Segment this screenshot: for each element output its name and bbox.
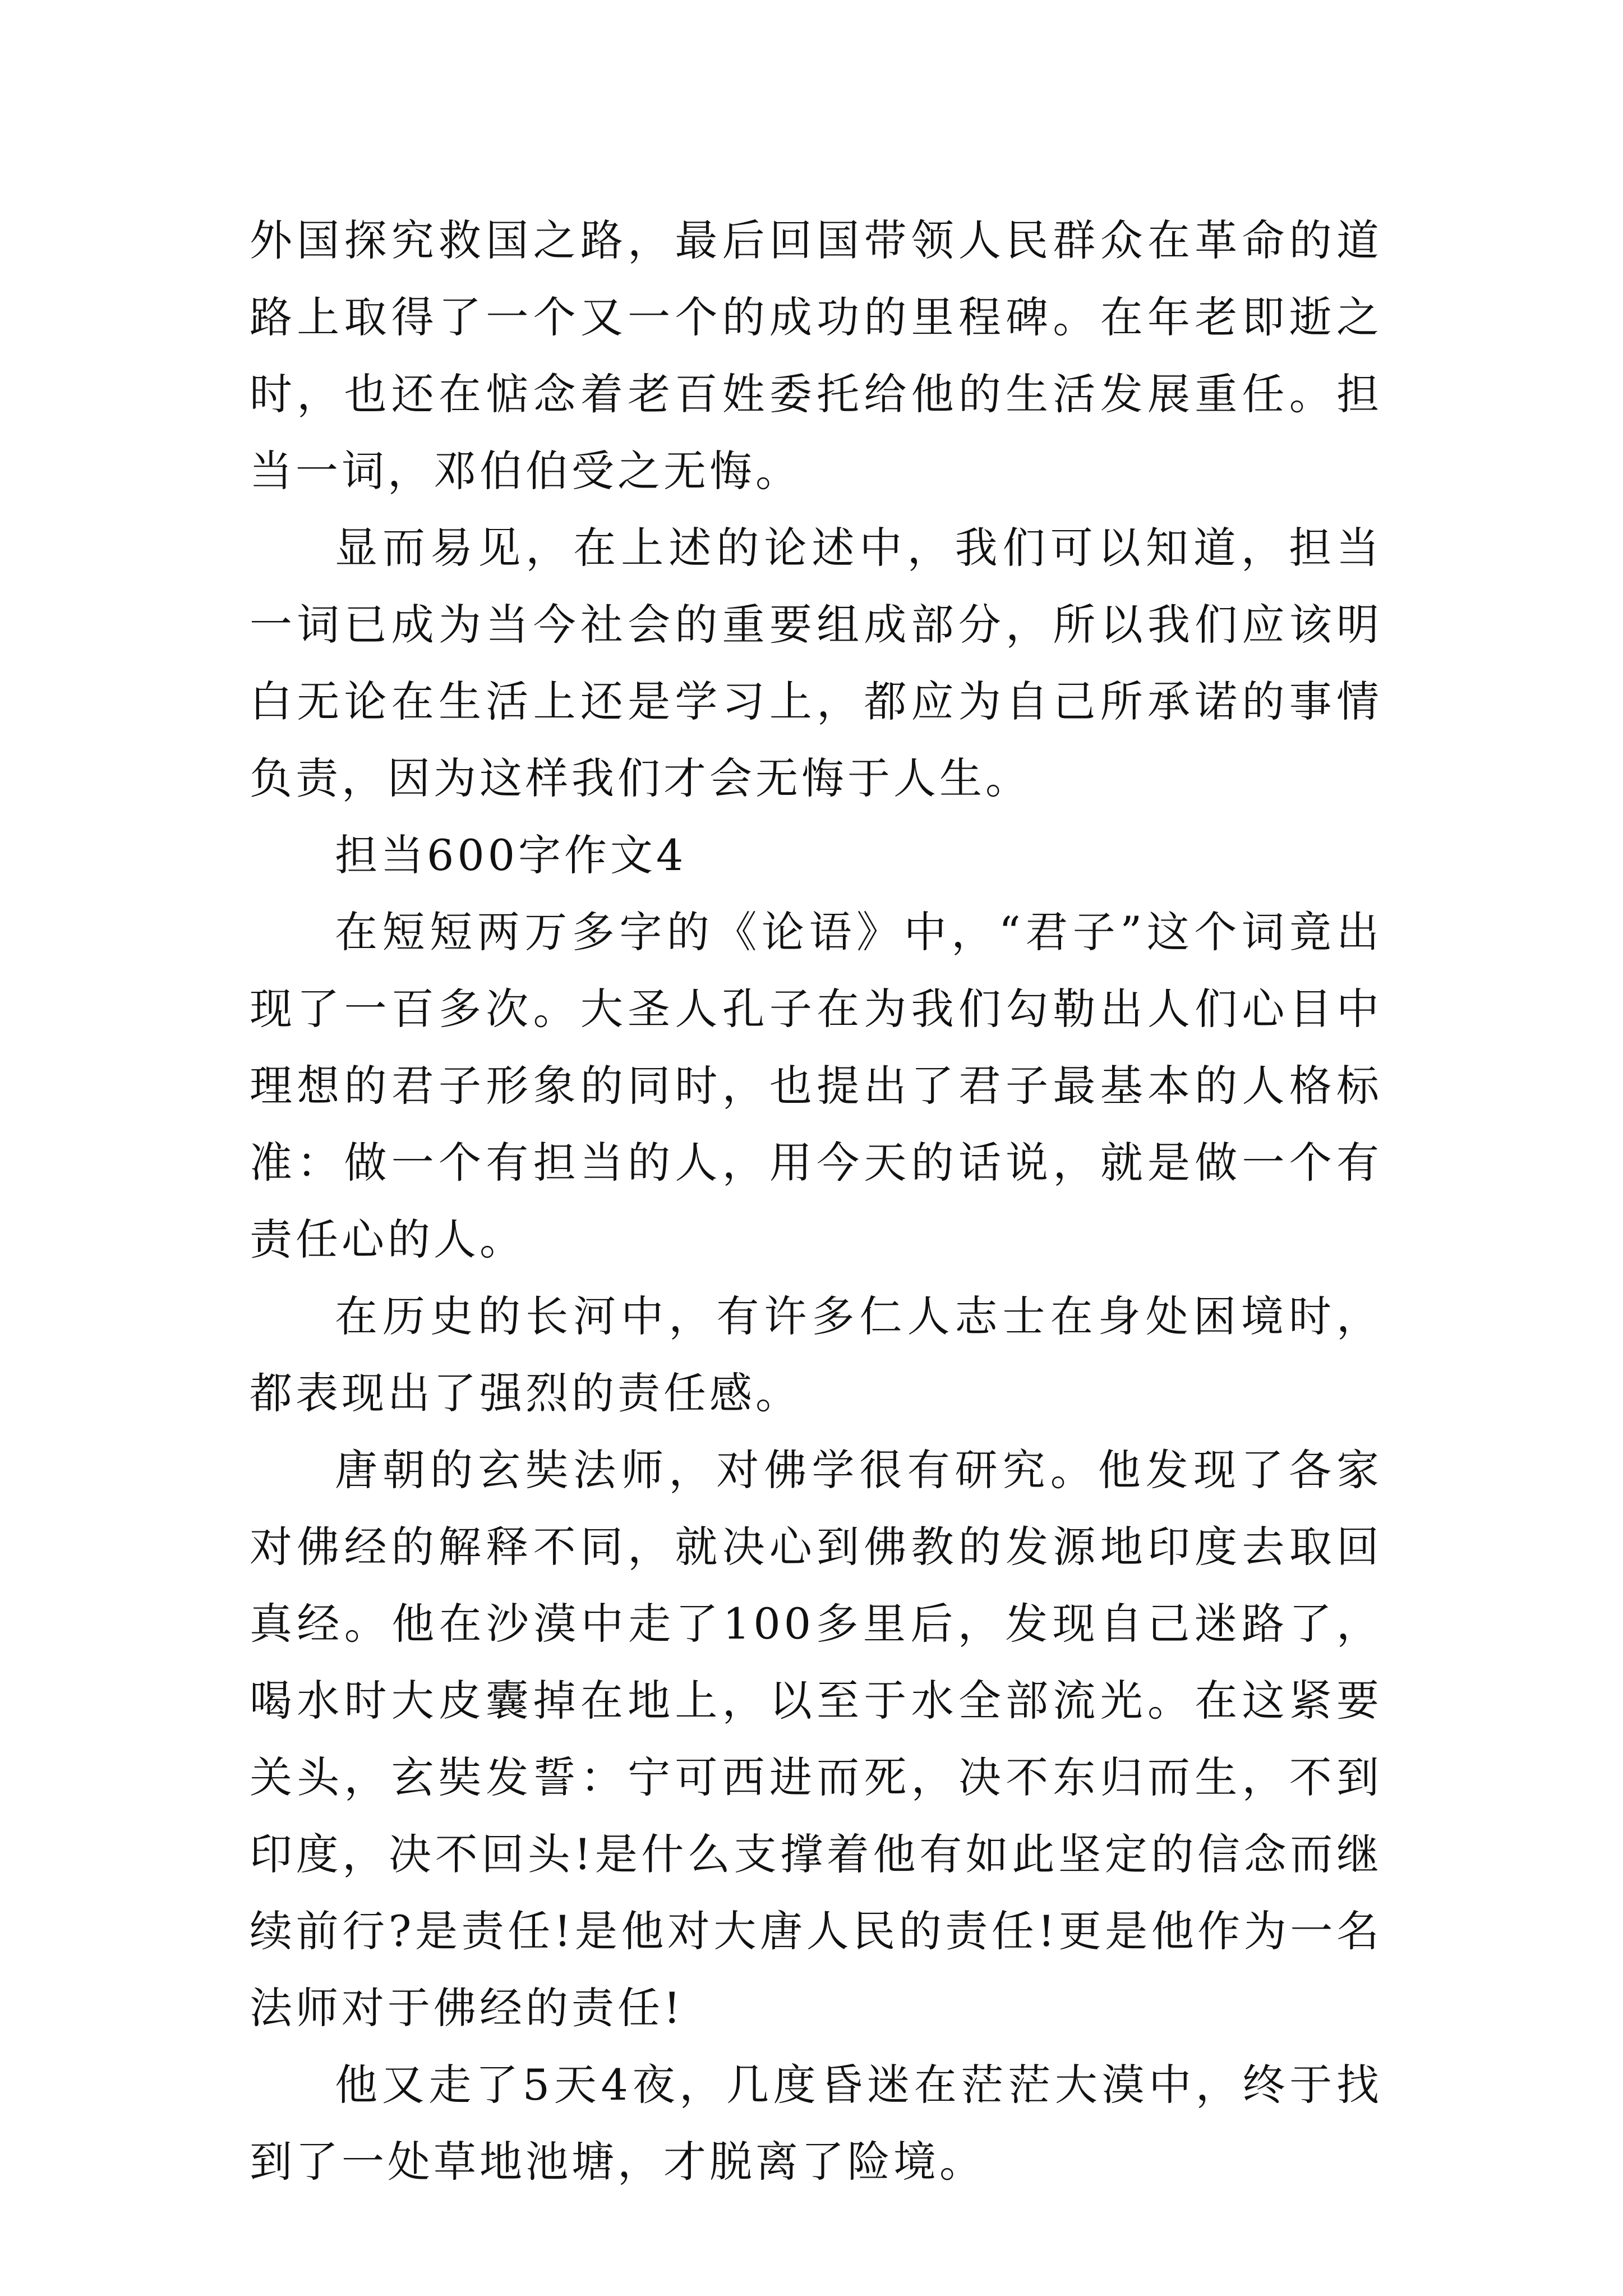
paragraph-xuanzang: 唐朝的玄奘法师，对佛学很有研究。他发现了各家对佛经的解释不同，就决心到佛教的发源地印度去取回真经。他在沙漠中走了100多里后，发现自己迷路了，喝水时大皮囊掉在地上，以至于水全部流光。在这紧要关头，玄奘发誓：宁可西进而死，决不东归而生，不到印度，决不回头!是什么支撑着他有如此坚定的信念而继续前行?是责任!是他对大唐人民的责任!更是他作为一名法师对于佛经的责任! — [250, 1445, 1382, 2033]
paragraph-deng-conclusion: 外国探究救国之路，最后回国带领人民群众在革命的道路上取得了一个又一个的成功的里程碑。在年老即逝之时，也还在惦念着老百姓委托给他的生活发展重任。担当一词，邓伯伯受之无悔。 — [250, 215, 1382, 496]
essay-body — [250, 202, 1382, 2200]
paragraph-xuanzang-continued: 他又走了5天4夜，几度昏迷在茫茫大漠中，终于找到了一处草地池塘，才脱离了险境。 — [250, 2060, 1382, 2187]
paragraph-summary: 显而易见，在上述的论述中，我们可以知道，担当一词已成为当今社会的重要组成部分，所以我们应该明白无论在生活上还是学习上，都应为自己所承诺的事情负责，因为这样我们才会无悔于人生。 — [250, 523, 1382, 803]
essay-section-heading: 担当600字作文4 — [335, 830, 687, 880]
paragraph-analects-intro: 在短短两万多字的《论语》中，“君子”这个词竟出现了一百多次。大圣人孔子在为我们勾勒出人们心目中理想的君子形象的同时，也提出了君子最基本的人格标准：做一个有担当的人，用今天的话说，就是做一个有责任心的人。 — [250, 907, 1382, 1264]
paragraph-history: 在历史的长河中，有许多仁人志士在身处困境时，都表现出了强烈的责任感。 — [250, 1291, 1382, 1418]
